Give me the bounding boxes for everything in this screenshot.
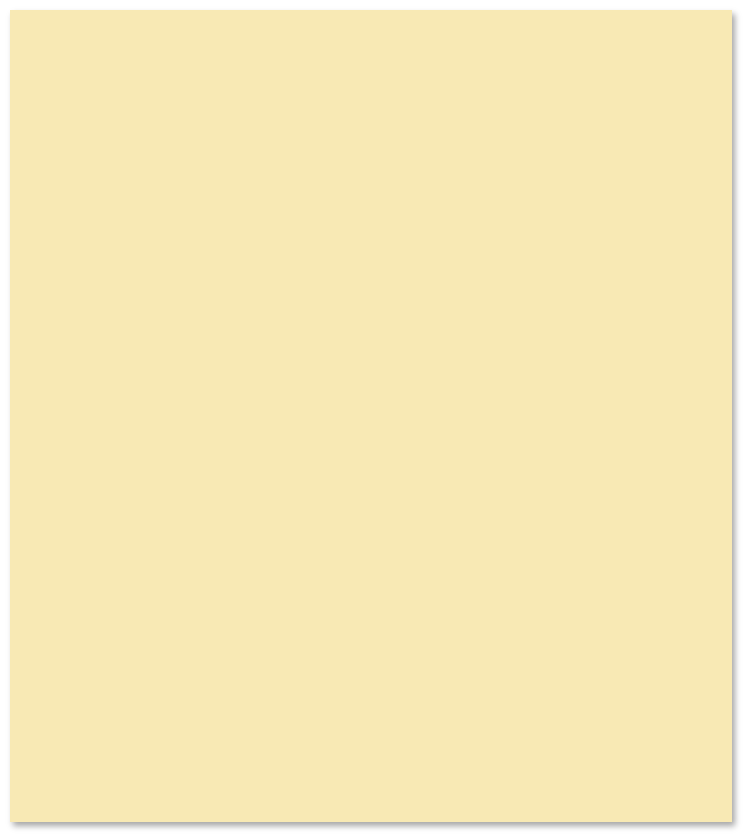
vendor-ledger-sheet (10, 10, 732, 822)
ledger-grid (10, 10, 732, 822)
